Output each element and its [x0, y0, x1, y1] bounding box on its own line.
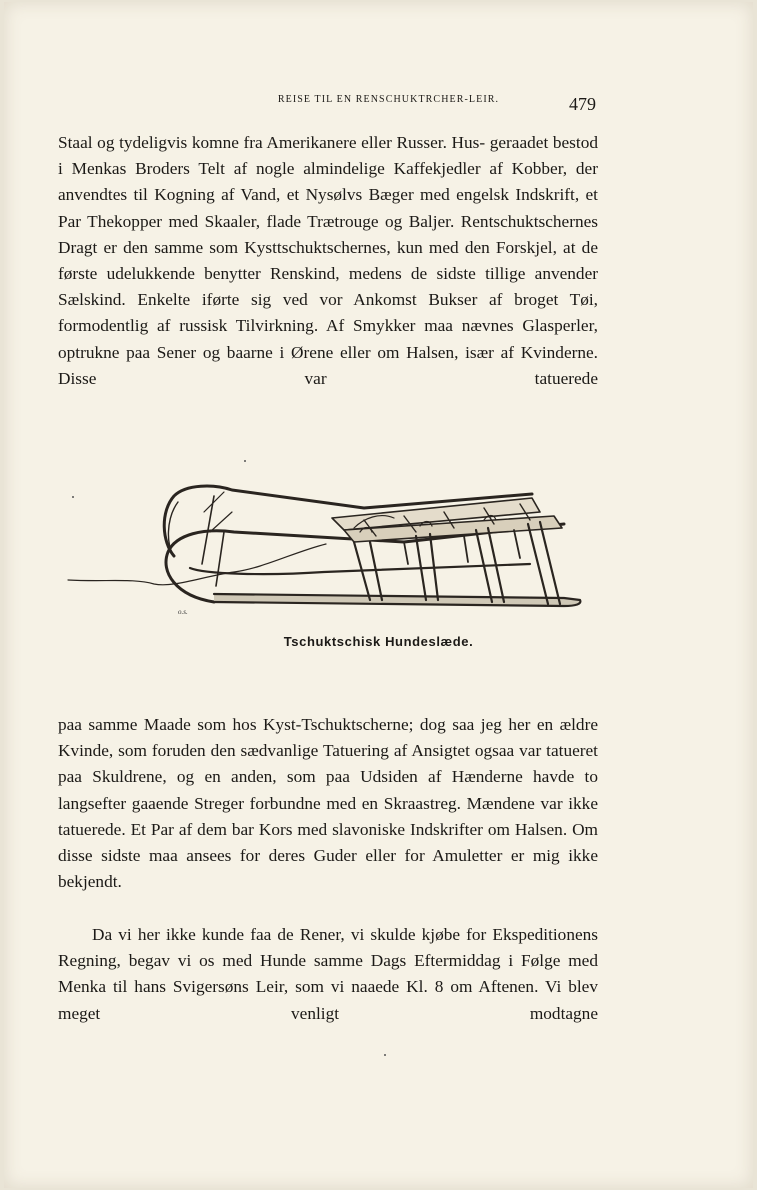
figure-signature: o.s. [178, 608, 188, 616]
dog-sled-illustration [64, 472, 594, 622]
ink-speck [72, 496, 74, 498]
running-title: REISE TIL EN RENSCHUKTRCHER-LEIR. [277, 94, 500, 105]
figure-caption: Tschuktschisk Hundeslæde. [283, 634, 474, 649]
ink-speck [384, 1054, 386, 1056]
book-page [4, 2, 753, 1188]
page-number: 479 [569, 94, 596, 114]
ink-speck [244, 460, 246, 462]
paragraph-middle: paa samme Maade som hos Kyst-Tschuktscherne; dog saa jeg her en ældre Kvinde, som foruden den sædvanlige Tatuering af Ansigtet ogsaa var tatueret paa Skuldrene, og en anden, som paa Udsiden af Hænderne havde to langsefter gaaende Streger forbundne med en Skraastreg. Mændene var ikke tatuerede. Et Par af dem bar Kors med slavoniske Indskrifter om Halsen. Om disse sidste maa ansees for deres Guder eller for Amuletter er mig ikke bekjendt. [58, 715, 598, 892]
paragraph-last: Da vi her ikke kunde faa de Rener, vi skulde kjøbe for Ekspeditionens Regning, begav vi os med Hunde samme Dags Eftermiddag i Følge med Menka til hans Svigersøns Leir, som vi naaede Kl. 8 om Aftenen. Vi blev meget venligt modtagne [58, 925, 598, 1023]
paragraph-top: Staal og tydeligvis komne fra Amerikanere eller Russer. Hus- geraadet bestod i Menkas Broders Telt af nogle almindelige Kaffekjedler af Kobber, der anvendtes til Kogning af Vand, et Nysølvs Bæger med engelsk Indskrift, et Par Thekopper med Skaaler, flade Trætrouge og Baljer. Rentschuktschernes Dragt er den samme som Kysttschuktschernes, kun med den Forskjel, at de første udelukkende benytter Renskind, medens de sidste tillige anvender Sælskind. Enkelte iførte sig ved vor Ankomst Bukser af broget Tøi, formodentlig af russisk Tilvirkning. Af Smykker maa nævnes Glasperler, optrukne paa Sener og baarne i Ørene eller om Halsen, især af Kvinderne. Disse var tatuerede [58, 133, 598, 388]
